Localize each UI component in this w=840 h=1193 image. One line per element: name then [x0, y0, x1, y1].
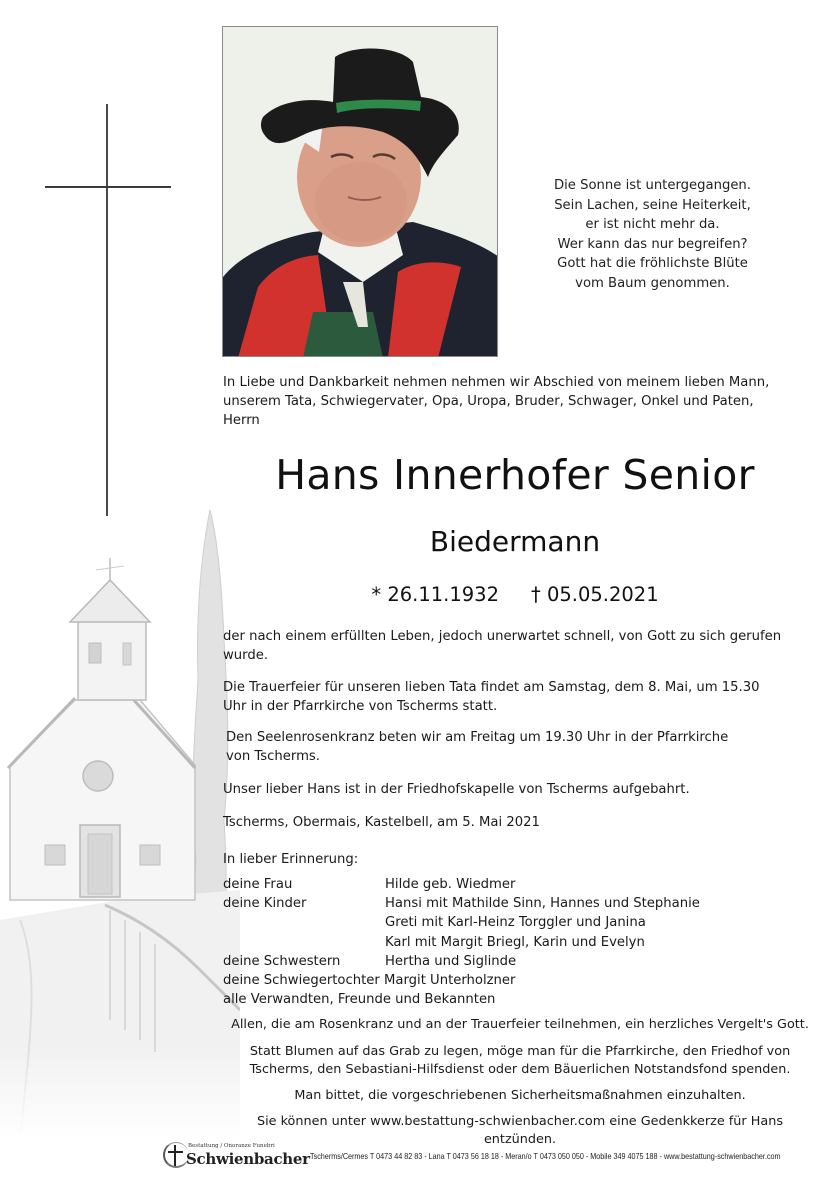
paragraph-laid-out: [223, 780, 823, 799]
poem-line: Sein Lachen, seine Heiterkeit,: [554, 197, 751, 213]
family-relation: [223, 913, 385, 932]
family-line: deine Schwiegertochter Margit Unterholzner: [223, 973, 516, 989]
paragraph-line: Tscherms, Obermais, Kastelbell, am 5. Mai 2021: [223, 815, 540, 830]
paragraph-place-date: [223, 813, 823, 832]
intro-line: In Liebe und Dankbarkeit nehmen nehmen wir Abschied von meinem lieben Mann,: [223, 375, 770, 390]
family-names: Hansi mit Mathilde Sinn, Hannes und Stephanie: [385, 896, 700, 912]
paragraph-passing: [223, 627, 823, 665]
family-relation: [223, 933, 385, 952]
logo-cross-icon-bar: [168, 1151, 183, 1153]
deceased-name: Hans Innerhofer Senior: [275, 451, 755, 499]
life-dates: [240, 580, 790, 610]
family-names: Hertha und Siglinde: [385, 953, 517, 969]
closing-thanks: [225, 1016, 815, 1034]
closing-line: Allen, die am Rosenkranz und an der Trauerfeier teilnehmen, ein herzliches Vergelt's Gott.: [231, 1017, 809, 1032]
poem-line: Gott hat die fröhlichste Blüte: [557, 256, 748, 272]
poem-line: Wer kann das nur begreifen?: [557, 236, 748, 252]
paragraph-line: Unser lieber Hans ist in der Friedhofskapelle von Tscherms aufgebahrt.: [223, 782, 690, 797]
footer-contact: Tscherms/Cermes T 0473 44 82 83 - Lana T 0473 56 18 18 - Meran/o T 0473 050 050 - Mobile 349 4075 188 - www.bestattung-schwienbacher.com: [310, 1151, 781, 1161]
church-drawing: [0, 500, 240, 1140]
logo-subtitle: Bestattung / Onoranze Funebri: [188, 1143, 275, 1149]
family-row: [223, 952, 783, 971]
intro-line: unserem Tata, Schwiegervater, Opa, Uropa, Bruder, Schwager, Onkel und Paten,: [223, 394, 754, 410]
cross-vertical-bar: [106, 104, 108, 516]
family-row: [223, 894, 783, 913]
closing-line: Man bittet, die vorgeschriebenen Sicherheitsmaßnahmen einzuhalten.: [294, 1088, 746, 1103]
cross-horizontal-bar: [45, 186, 171, 188]
memory-title: In lieber Erinnerung:: [223, 852, 359, 867]
paragraph-funeral: [223, 678, 823, 716]
closing-line: Sie können unter www.bestattung-schwienbacher.com eine Gedenkkerze für Hans entzünden.: [256, 1114, 783, 1147]
footer: [162, 1140, 840, 1172]
death-date: † 05.05.2021: [531, 583, 659, 606]
logo-cross-icon: [174, 1145, 176, 1166]
poem-line: vom Baum genommen.: [575, 275, 730, 291]
family-relation: deine Schwestern: [223, 953, 341, 969]
family-relation: deine Frau: [223, 877, 293, 892]
memorial-poem: [545, 176, 760, 294]
closing-donations: [225, 1043, 815, 1079]
family-names: Karl mit Margit Briegl, Karin und Evelyn: [385, 934, 645, 950]
closing-line: Tscherms, den Sebastiani-Hilfsdienst oder dem Bäuerlichen Notstandsfond spenden.: [249, 1062, 791, 1077]
paragraph-line: Den Seelenrosenkranz beten wir am Freitag um 19.30 Uhr in der Pfarrkirche: [226, 730, 729, 745]
portrait-photo: [222, 26, 498, 357]
birth-date: * 26.11.1932: [371, 583, 499, 606]
poem-line: er ist nicht mehr da.: [585, 217, 720, 233]
intro-text: [223, 373, 823, 431]
family-line: alle Verwandten, Freunde und Bekannten: [223, 992, 496, 1008]
family-row: [223, 913, 783, 932]
closing-safety: [225, 1087, 815, 1105]
paragraph-line: Uhr in der Pfarrkirche von Tscherms statt.: [223, 699, 498, 715]
paragraph-line: Die Trauerfeier für unseren lieben Tata findet am Samstag, dem 8. Mai, um 15.30: [223, 680, 760, 695]
poem-line: Die Sonne ist untergegangen.: [553, 178, 751, 193]
family-relation: deine Kinder: [223, 896, 307, 912]
family-list: [223, 875, 783, 1009]
funeral-home-logo: [162, 1141, 312, 1171]
paragraph-line: von Tscherms.: [226, 749, 320, 765]
closing-line: Statt Blumen auf das Grab zu legen, möge man für die Pfarrkirche, den Friedhof von: [249, 1044, 791, 1059]
portrait-image: [223, 27, 498, 357]
deceased-alias: Biedermann: [429, 525, 601, 558]
paragraph-line: der nach einem erfüllten Leben, jedoch unerwartet schnell, von Gott zu sich gerufen: [223, 629, 782, 644]
paragraph-rosary: [226, 728, 826, 766]
family-row: [223, 875, 783, 894]
intro-line: Herrn: [223, 413, 260, 429]
family-row: [223, 933, 783, 952]
family-names: Greti mit Karl-Heinz Torggler und Janina: [385, 915, 646, 931]
logo-name: Schwienbacher: [186, 1150, 310, 1168]
family-names: Hilde geb. Wiedmer: [385, 877, 516, 892]
paragraph-line: wurde.: [223, 648, 269, 664]
